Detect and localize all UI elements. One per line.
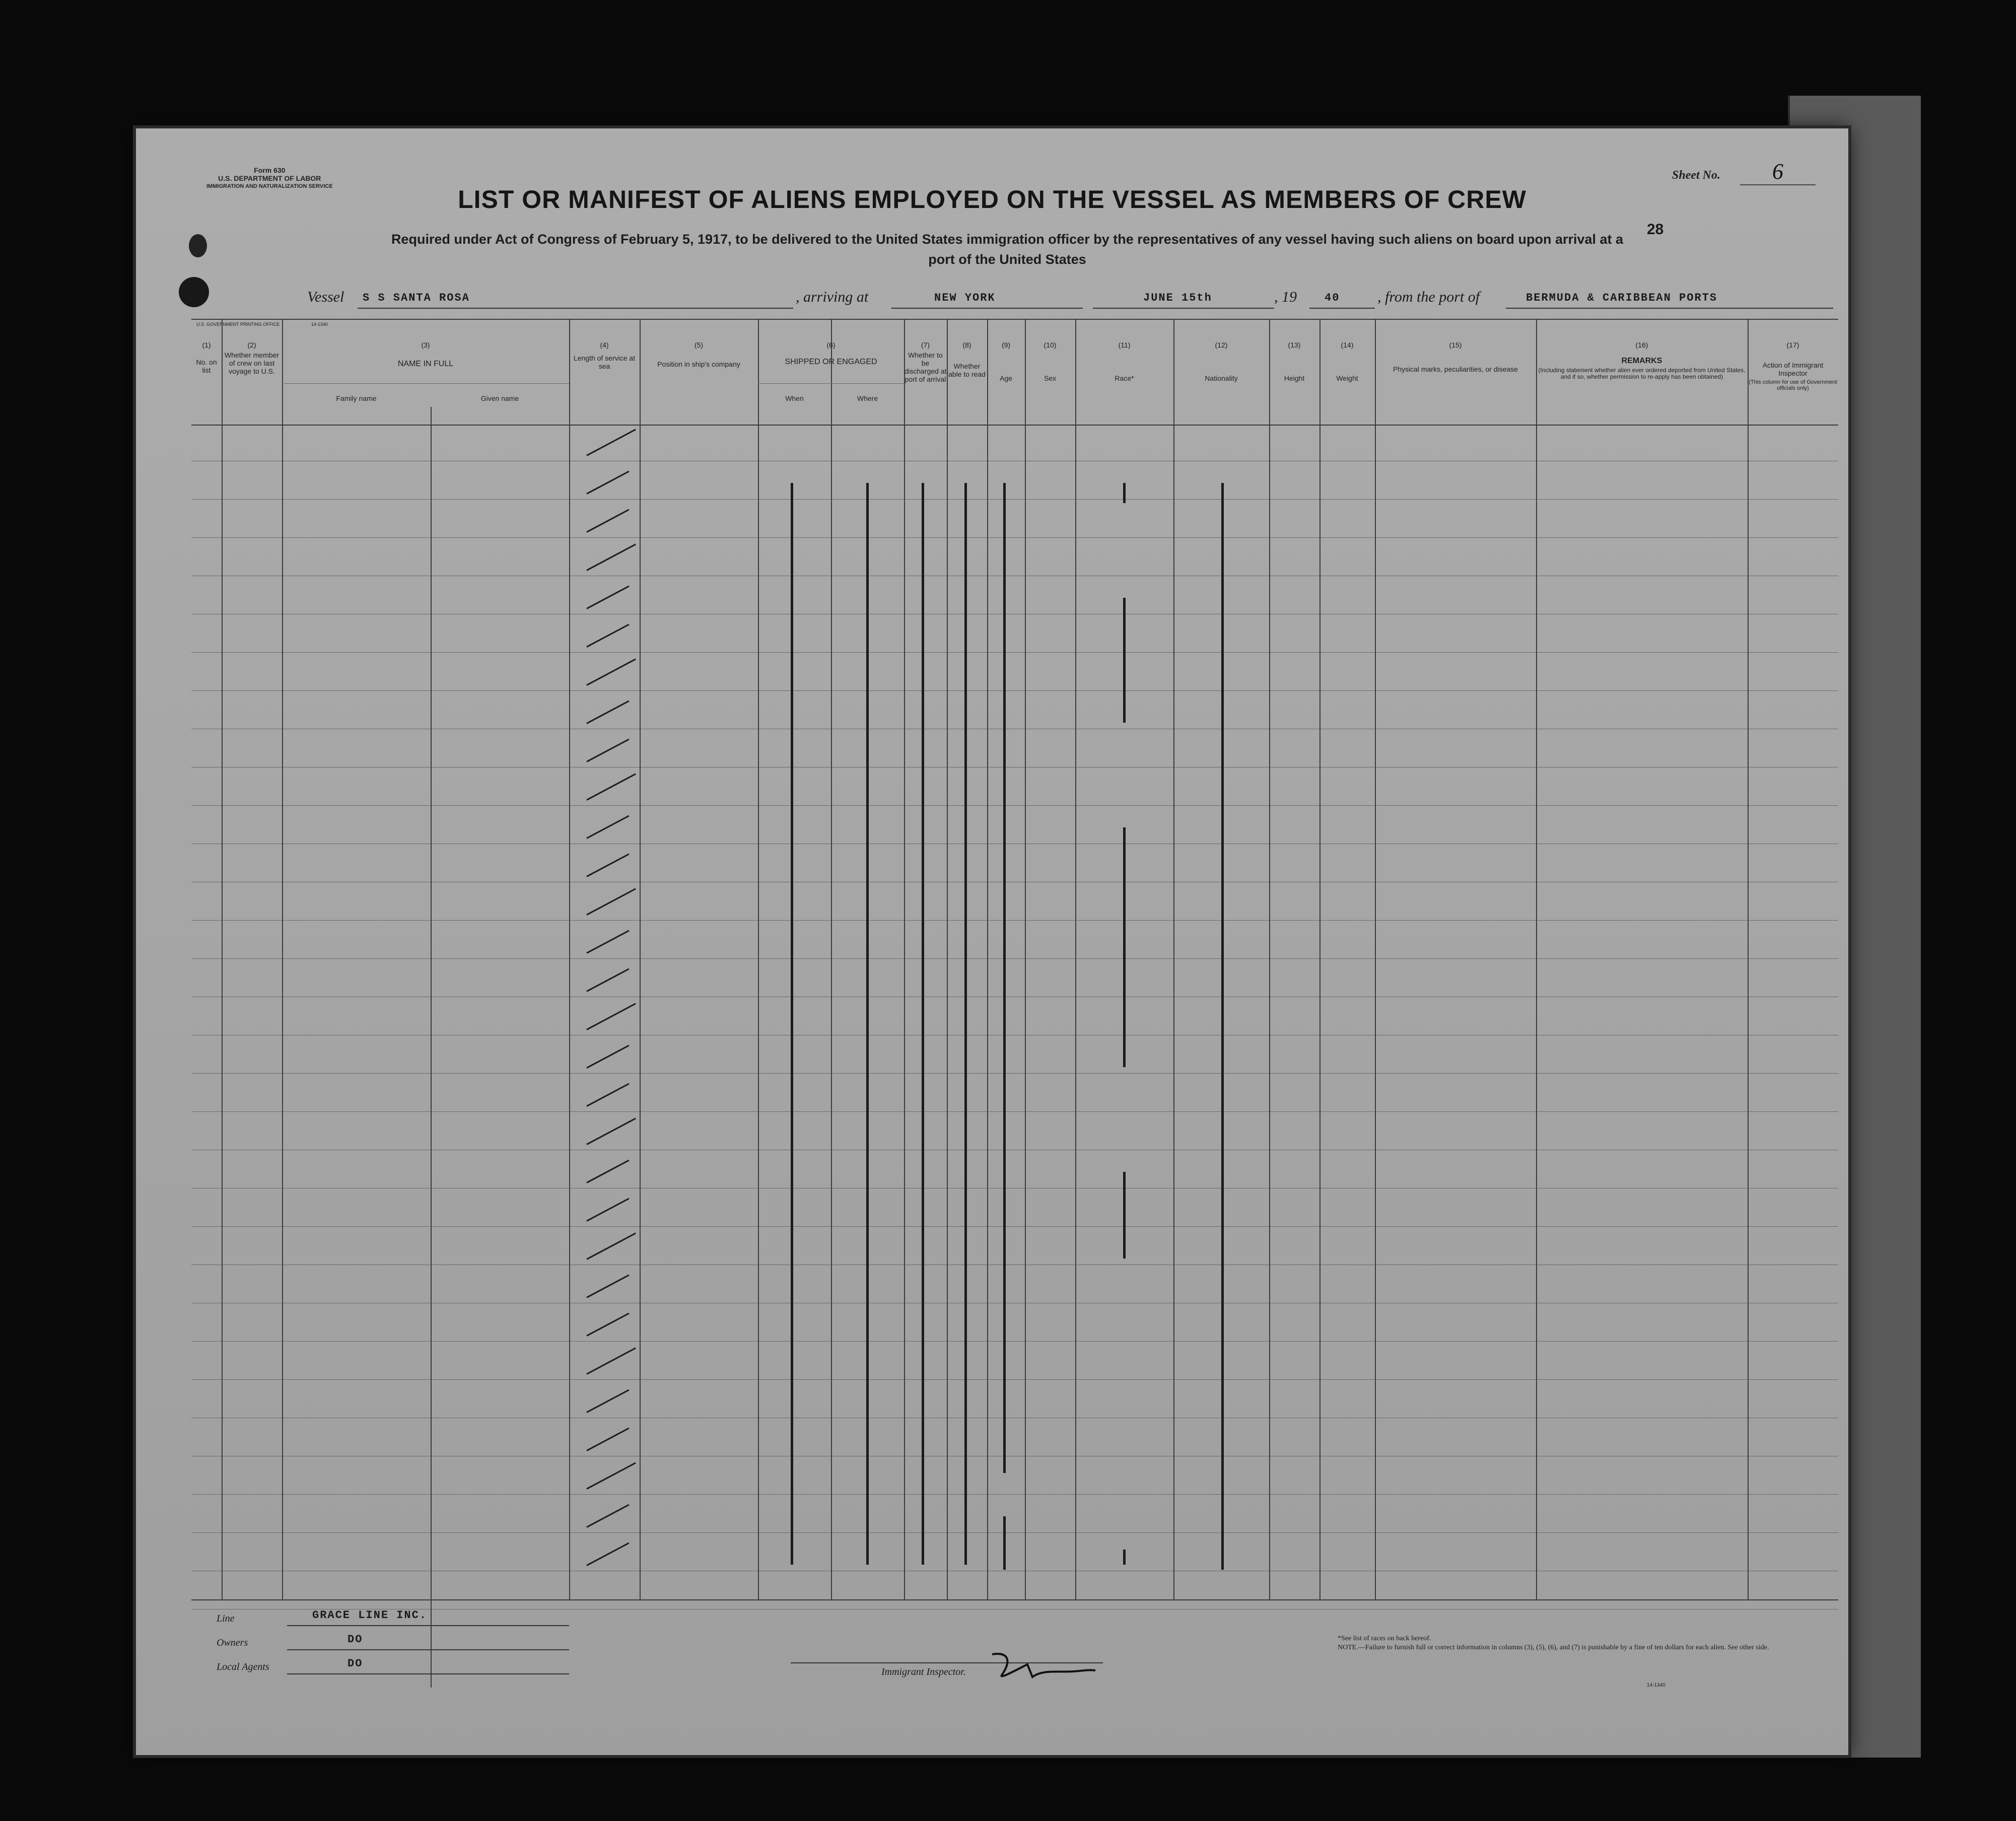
name-subheader-rule — [282, 383, 569, 384]
column-rule — [1025, 319, 1026, 1599]
owners-label: Owners — [217, 1637, 248, 1648]
service-tick-mark — [586, 1198, 629, 1222]
header-height: Height — [1284, 374, 1305, 382]
column-number: (8) — [962, 341, 971, 349]
column-rule — [431, 407, 432, 1688]
service-tick-mark — [586, 1003, 636, 1030]
column-rule — [1375, 319, 1376, 1599]
service-tick-mark — [586, 815, 629, 839]
header-weight: Weight — [1336, 374, 1358, 382]
inspector-signature — [987, 1649, 1098, 1685]
column-number: (1) — [202, 341, 211, 349]
row-rule — [191, 1494, 1838, 1495]
service-tick-mark — [586, 968, 629, 992]
column-number: (11) — [1118, 341, 1131, 349]
service-tick-mark — [586, 701, 629, 724]
service-tick-mark — [586, 1348, 636, 1375]
department-name: U.S. DEPARTMENT OF LABOR — [218, 174, 321, 182]
footer-code: 14-1340 — [1647, 1683, 1665, 1688]
service-tick-mark — [586, 1389, 629, 1413]
year-prefix: , 19 — [1274, 289, 1297, 305]
column-number: (2) — [247, 341, 256, 349]
column-rule — [987, 319, 988, 1599]
header-bottom-rule — [191, 425, 1838, 426]
service-tick-mark — [586, 1543, 629, 1566]
column-number: (16) — [1635, 341, 1648, 349]
column-number: (17) — [1786, 341, 1799, 349]
ditto-line-race-3 — [1123, 827, 1126, 1067]
ditto-line-sex — [1003, 483, 1006, 1473]
row-rule — [191, 1073, 1838, 1074]
service-tick-mark — [586, 1275, 629, 1298]
column-rule — [1748, 319, 1749, 1599]
row-rule — [191, 652, 1838, 653]
service-tick-mark — [586, 854, 629, 877]
service-tick-mark — [586, 586, 629, 609]
races-note: *See list of races on back hereof. — [1338, 1635, 1431, 1642]
header-nationality: Nationality — [1205, 374, 1238, 382]
service-tick-mark — [586, 888, 636, 916]
column-rule — [904, 319, 905, 1599]
inspector-label: Immigrant Inspector. — [881, 1666, 966, 1677]
service-tick-mark — [586, 624, 629, 648]
ditto-line-when — [791, 483, 793, 1565]
header-sex: Sex — [1044, 374, 1057, 382]
header-discharged: Whether to be discharged at port of arrival — [904, 351, 947, 383]
corner-mark: 28 — [1647, 221, 1664, 238]
row-rule — [191, 1379, 1838, 1380]
ditto-line-race-4 — [1123, 1172, 1126, 1258]
column-rule — [222, 319, 223, 1599]
service-tick-mark — [586, 429, 636, 456]
service-tick-mark — [586, 1083, 629, 1107]
binder-hole-1 — [189, 234, 207, 257]
row-rule — [191, 958, 1838, 959]
service-tick-mark — [586, 1462, 636, 1490]
header-where: Where — [857, 394, 878, 402]
manifest-page — [136, 128, 1848, 1755]
header-shipped-or-engaged: SHIPPED OR ENGAGED — [785, 358, 877, 366]
ditto-line-read — [964, 483, 967, 1565]
column-number: (6) — [826, 341, 836, 349]
crew-table — [191, 319, 1838, 1599]
column-number: (5) — [694, 341, 704, 349]
document-subtitle — [227, 229, 1788, 269]
service-tick-mark — [586, 1045, 629, 1069]
header-remarks-note: (Including statement whether alien ever ordered deported from United States, and if so, whether permission to re-apply has been obtained) — [1538, 367, 1746, 380]
column-rule — [1319, 319, 1320, 1599]
service-tick-mark — [586, 1504, 629, 1528]
service-tick-mark — [586, 1160, 629, 1183]
service-tick-mark — [586, 659, 636, 686]
column-rule — [282, 319, 283, 1599]
column-number: (15) — [1449, 341, 1462, 349]
vessel-label: Vessel — [307, 289, 344, 305]
header-family-name: Family name — [336, 394, 377, 402]
penalty-note: NOTE.—Failure to furnish full or correct information in columns (3), (5), (6), and (7) is punishable by a fine of ten dollars for each alien. See other side. — [1338, 1644, 1769, 1651]
column-number: (3) — [421, 341, 430, 349]
row-rule — [191, 690, 1838, 691]
ditto-line-race-1 — [1123, 483, 1126, 503]
header-no-on-list: No. on list — [196, 358, 217, 374]
subtitle-line-2: port of the United States — [928, 252, 1086, 267]
header-when: When — [785, 394, 804, 402]
service-tick-mark — [586, 1428, 629, 1451]
row-rule — [191, 1111, 1838, 1112]
arrival-date: JUNE 15th — [1143, 292, 1212, 304]
ditto-line-race-5 — [1123, 1550, 1126, 1565]
header-physical-marks: Physical marks, peculiarities, or disease — [1393, 365, 1518, 373]
column-number: (12) — [1215, 341, 1228, 349]
local-agents-value: DO — [347, 1657, 363, 1670]
header-position: Position in ship's company — [657, 360, 740, 368]
arrival-year: 40 — [1325, 292, 1340, 304]
column-rule — [1075, 319, 1076, 1599]
row-rule — [191, 920, 1838, 921]
ditto-line-where — [866, 483, 869, 1565]
header-race: Race* — [1115, 374, 1134, 382]
line-value: GRACE LINE INC. — [312, 1609, 428, 1622]
row-rule — [191, 537, 1838, 538]
row-rule — [191, 1341, 1838, 1342]
document-title: LIST OR MANIFEST OF ALIENS EMPLOYED ON THE VESSEL AS MEMBERS OF CREW — [458, 185, 1526, 214]
header-able-to-read: Whether able to read — [948, 362, 986, 378]
header-whether-member: Whether member of crew on last voyage to U.S. — [224, 351, 280, 375]
sheet-number-label: Sheet No. — [1672, 169, 1720, 182]
row-rule — [191, 1226, 1838, 1227]
table-bottom-rule — [191, 1599, 1838, 1600]
column-rule — [569, 319, 570, 1599]
service-tick-mark — [586, 1118, 636, 1145]
from-port: BERMUDA & CARIBBEAN PORTS — [1526, 292, 1718, 304]
header-name-in-full: NAME IN FULL — [397, 360, 454, 368]
header-remarks: REMARKS — [1621, 357, 1662, 365]
sheet-number-value: 6 — [1740, 159, 1816, 185]
column-rule — [640, 319, 641, 1599]
column-rule — [1536, 319, 1537, 1599]
subtitle-line-1: Required under Act of Congress of February 5, 1917, to be delivered to the United States immigration officer by the representatives of any vessel having such aliens on board upon arrival at a — [391, 232, 1624, 247]
table-top-rule — [191, 319, 1838, 320]
local-agents-label: Local Agents — [217, 1661, 269, 1672]
header-given-name: Given name — [480, 394, 519, 402]
header-action-inspector: Action of Immigrant Inspector — [1762, 361, 1824, 377]
column-number: (10) — [1044, 341, 1057, 349]
column-rule — [1269, 319, 1270, 1599]
column-number: (7) — [921, 341, 930, 349]
owners-value: DO — [347, 1633, 363, 1646]
line-label: Line — [217, 1613, 235, 1624]
ditto-line-sex-2 — [1003, 1516, 1006, 1570]
ditto-line-discharged — [922, 483, 924, 1565]
row-rule — [191, 805, 1838, 806]
column-rule — [758, 319, 759, 1599]
service-tick-mark — [586, 774, 636, 801]
vessel-name: S S SANTA ROSA — [363, 292, 470, 304]
arrival-port: NEW YORK — [934, 292, 996, 304]
service-tick-mark — [586, 1233, 636, 1260]
shipped-subheader-rule — [758, 383, 904, 384]
ditto-line-race-2 — [1123, 598, 1126, 723]
service-tick-mark — [586, 471, 629, 495]
header-action-note: (This column for use of Government officials only) — [1749, 379, 1837, 391]
ditto-line-nationality — [1221, 483, 1224, 1570]
vessel-line — [136, 285, 1848, 315]
footer-note — [1338, 1634, 1771, 1652]
service-tick-mark — [586, 739, 629, 762]
from-port-label: , from the port of — [1377, 289, 1480, 305]
form-number: Form 630 — [254, 166, 286, 174]
column-number: (13) — [1288, 341, 1301, 349]
service-tick-mark — [586, 930, 629, 954]
column-rule — [831, 319, 832, 1599]
column-rule — [947, 319, 948, 1599]
row-rule — [191, 499, 1838, 500]
service-tick-mark — [586, 509, 629, 533]
printing-office: U.S. GOVERNMENT PRINTING OFFICE 14-1340 — [196, 322, 328, 327]
column-number: (9) — [1001, 341, 1011, 349]
column-number: (14) — [1341, 341, 1354, 349]
column-rule — [1173, 319, 1174, 1599]
arriving-label: , arriving at — [796, 289, 869, 305]
row-rule — [191, 1532, 1838, 1533]
header-age: Age — [1000, 374, 1012, 382]
service-name: IMMIGRATION AND NATURALIZATION SERVICE — [206, 183, 333, 189]
service-tick-mark — [586, 1313, 629, 1337]
column-number: (4) — [600, 341, 609, 349]
service-tick-mark — [586, 544, 636, 571]
header-length-of-service: Length of service at sea — [573, 354, 636, 370]
